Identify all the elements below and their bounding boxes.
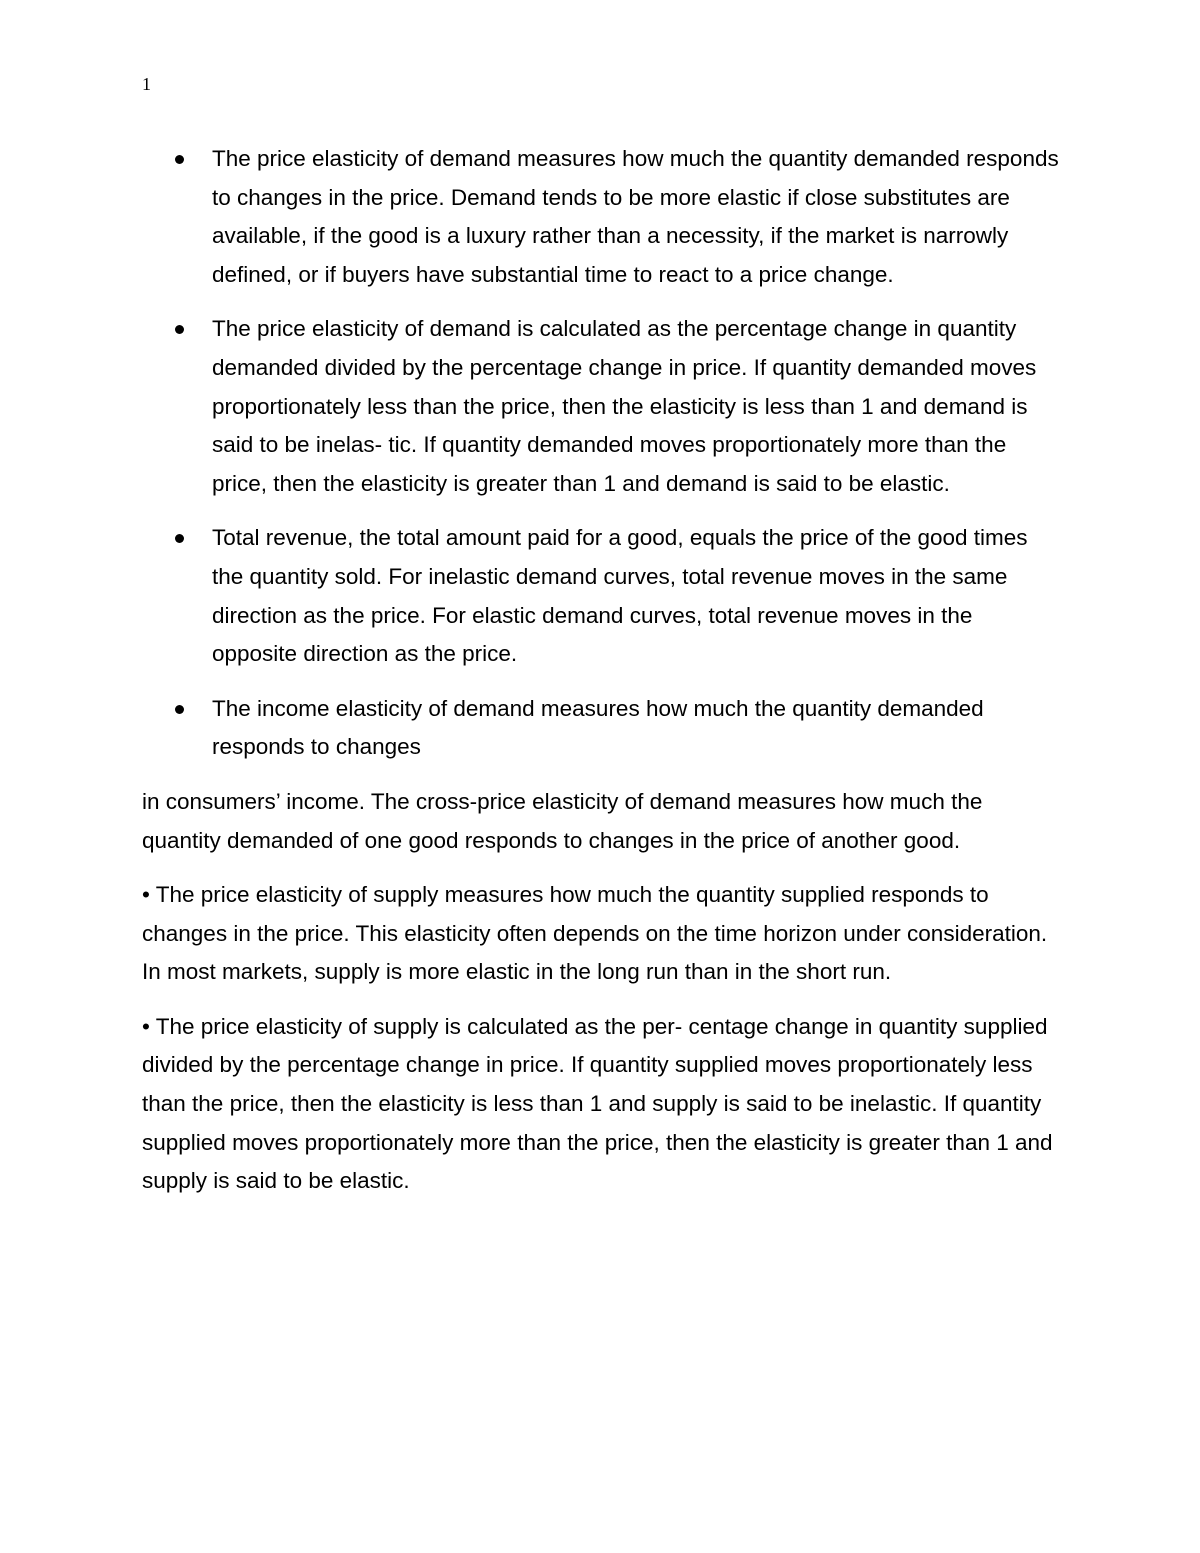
list-item-text: Total revenue, the total amount paid for a good, equals the price of the good times the quantity sold. For inelastic demand curves, total revenue moves in the same direction as the price. For elastic demand curves, total revenue moves in the opposite direction as the price. [212,525,1028,667]
list-item-text: The income elasticity of demand measures how much the quantity demanded responds to changes [212,695,984,760]
list-item [142,690,1062,767]
body-paragraph: in consumers’ income. The cross-price elasticity of demand measures how much the quantity demanded of one good responds to changes in the price of another good. [142,788,983,853]
page-number: 1 [142,74,151,94]
list-item [142,519,1062,673]
bullet-icon [175,705,184,714]
list-item-text: The price elasticity of demand is calculated as the percentage change in quantity demanded divided by the percentage change in price. If quantity demanded moves proportionately less than the price, then the elasticity is less than 1 and demand is said to be inelas- tic. If quantity demanded moves proportionately more than the price, then the elasticity is greater than 1 and demand is said to be elastic. [212,316,1037,496]
list-item [142,310,1062,503]
document-body [142,140,1062,1217]
list-item-text: The price elasticity of demand measures how much the quantity demanded responds to changes in the price. Demand tends to be more elastic if close substitutes are available, if the good is a luxury rather than a necessity, if the market is narrowly defined, or if buyers have substantial time to react to a price change. [212,146,1059,287]
body-paragraph: • The price elasticity of supply measures how much the quantity supplied responds to changes in the price. This elasticity often depends on the time horizon under consideration. In most markets, supply is more elastic in the long run than in the short run. [142,882,1048,985]
bullet-list [142,140,1062,767]
bullet-icon [175,325,184,334]
bullet-icon [175,155,184,164]
list-item [142,140,1062,294]
body-paragraph: • The price elasticity of supply is calculated as the per- centage change in quantity supplied divided by the percentage change in price. If quantity supplied moves proportionately less than the price, then the elasticity is less than 1 and supply is said to be inelastic. If quantity supplied moves proportionately more than the price, then the elasticity is greater than 1 and supply is said to be elastic. [142,1013,1053,1194]
bullet-icon [175,534,184,543]
